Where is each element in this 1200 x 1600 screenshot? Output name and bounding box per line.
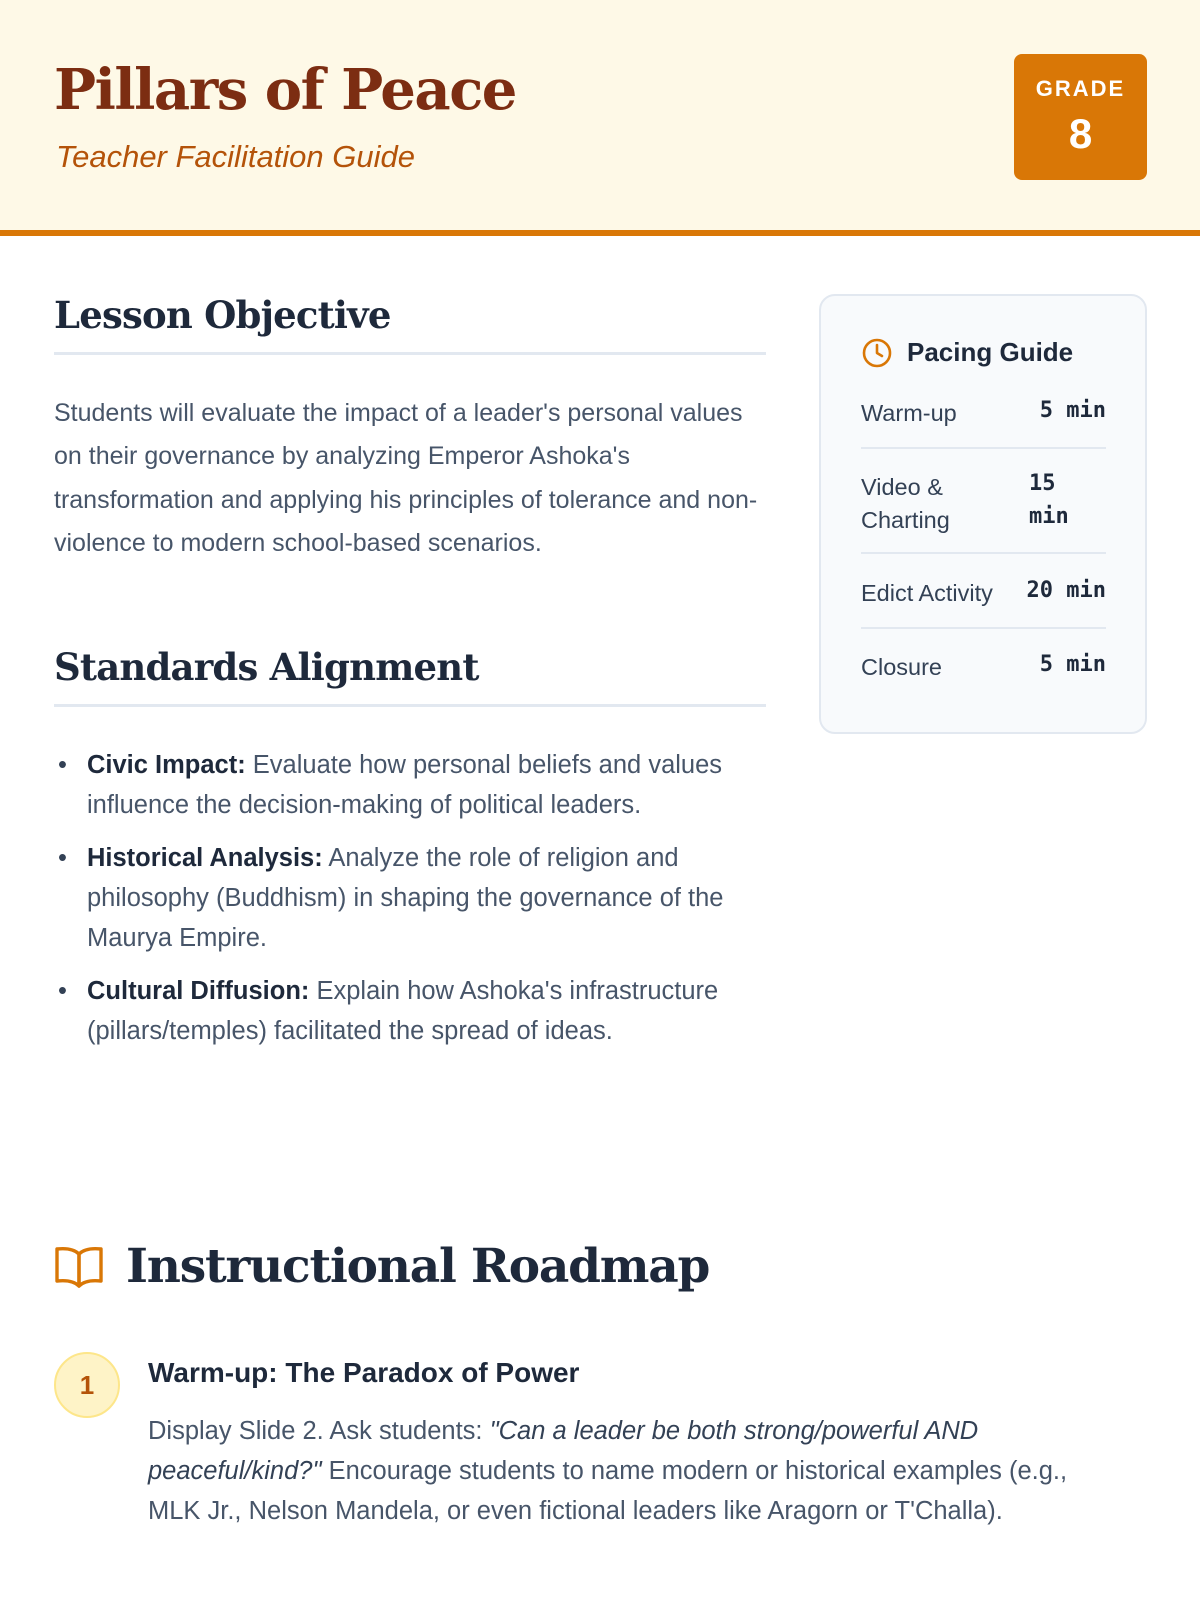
bullet: • bbox=[58, 977, 67, 1005]
list-item bbox=[54, 745, 766, 825]
standard-label: Cultural Diffusion: bbox=[87, 977, 310, 1005]
standards-list bbox=[54, 745, 766, 1064]
standard-text: Analyze the role of religion and philosophy (Buddhism) in shaping the governance of the Maurya Empire. bbox=[87, 844, 724, 952]
pacing-row bbox=[861, 449, 1106, 554]
page-title: Pillars of Peace bbox=[54, 57, 516, 123]
grade-value: 8 bbox=[1068, 110, 1093, 157]
pacing-label: Charting bbox=[861, 507, 950, 533]
grade-label: GRADE bbox=[1035, 76, 1126, 101]
pacing-label: Video & bbox=[861, 474, 943, 500]
pacing-row bbox=[861, 554, 1106, 629]
standard-label: Civic Impact: bbox=[87, 751, 246, 779]
step-body-text: Display Slide 2. Ask students: bbox=[148, 1417, 490, 1445]
standard-label: Historical Analysis: bbox=[87, 844, 323, 872]
list-item bbox=[54, 971, 766, 1051]
roadmap-title: Instructional Roadmap bbox=[126, 1239, 710, 1294]
step-number: 1 bbox=[54, 1352, 120, 1418]
clock-icon bbox=[861, 337, 893, 369]
pacing-title: Pacing Guide bbox=[907, 337, 1074, 367]
pacing-time: 20 min bbox=[1026, 578, 1106, 603]
pacing-row bbox=[861, 392, 1106, 449]
pacing-time: 5 min bbox=[1039, 652, 1106, 677]
pacing-time: 15 bbox=[1029, 471, 1056, 496]
pacing-label: Warm-up bbox=[861, 400, 957, 426]
standard-text: Explain how Ashoka's infrastructure (pillars/temples) facilitated the spread of ideas. bbox=[87, 977, 719, 1045]
pacing-time: min bbox=[1029, 504, 1069, 529]
step-quote: "Can a leader be both strong/powerful AND peaceful/kind?" bbox=[148, 1417, 979, 1485]
page-subtitle: Teacher Facilitation Guide bbox=[56, 139, 415, 174]
pacing-label: Closure bbox=[861, 654, 942, 680]
pacing-row bbox=[861, 629, 1106, 704]
objective-heading: Lesson Objective bbox=[54, 292, 766, 355]
open-book-icon bbox=[54, 1245, 104, 1289]
list-item bbox=[54, 838, 766, 958]
pacing-guide-card bbox=[819, 294, 1147, 734]
standard-text: Evaluate how personal beliefs and values influence the decision-making of political leaders. bbox=[87, 751, 723, 819]
pacing-label: Edict Activity bbox=[861, 580, 993, 606]
objective-text: Students will evaluate the impact of a leader's personal values on their governance by analyzing Emperor Ashoka's transformation and applying his principles of tolerance and non-violence to modern school-based scenarios. bbox=[54, 399, 758, 558]
step-title: Warm-up: The Paradox of Power bbox=[148, 1357, 580, 1388]
grade-badge bbox=[1014, 54, 1147, 180]
bullet: • bbox=[58, 844, 67, 872]
step-body bbox=[148, 1411, 1108, 1531]
pacing-time: 5 min bbox=[1039, 398, 1106, 423]
bullet: • bbox=[58, 751, 67, 779]
page-header bbox=[0, 0, 1200, 236]
standards-heading: Standards Alignment bbox=[54, 644, 766, 707]
step-body-text: Encourage students to name modern or historical examples (e.g., MLK Jr., Nelson Mandela, or even fictional leaders like Aragorn or T'Challa). bbox=[148, 1457, 1068, 1525]
